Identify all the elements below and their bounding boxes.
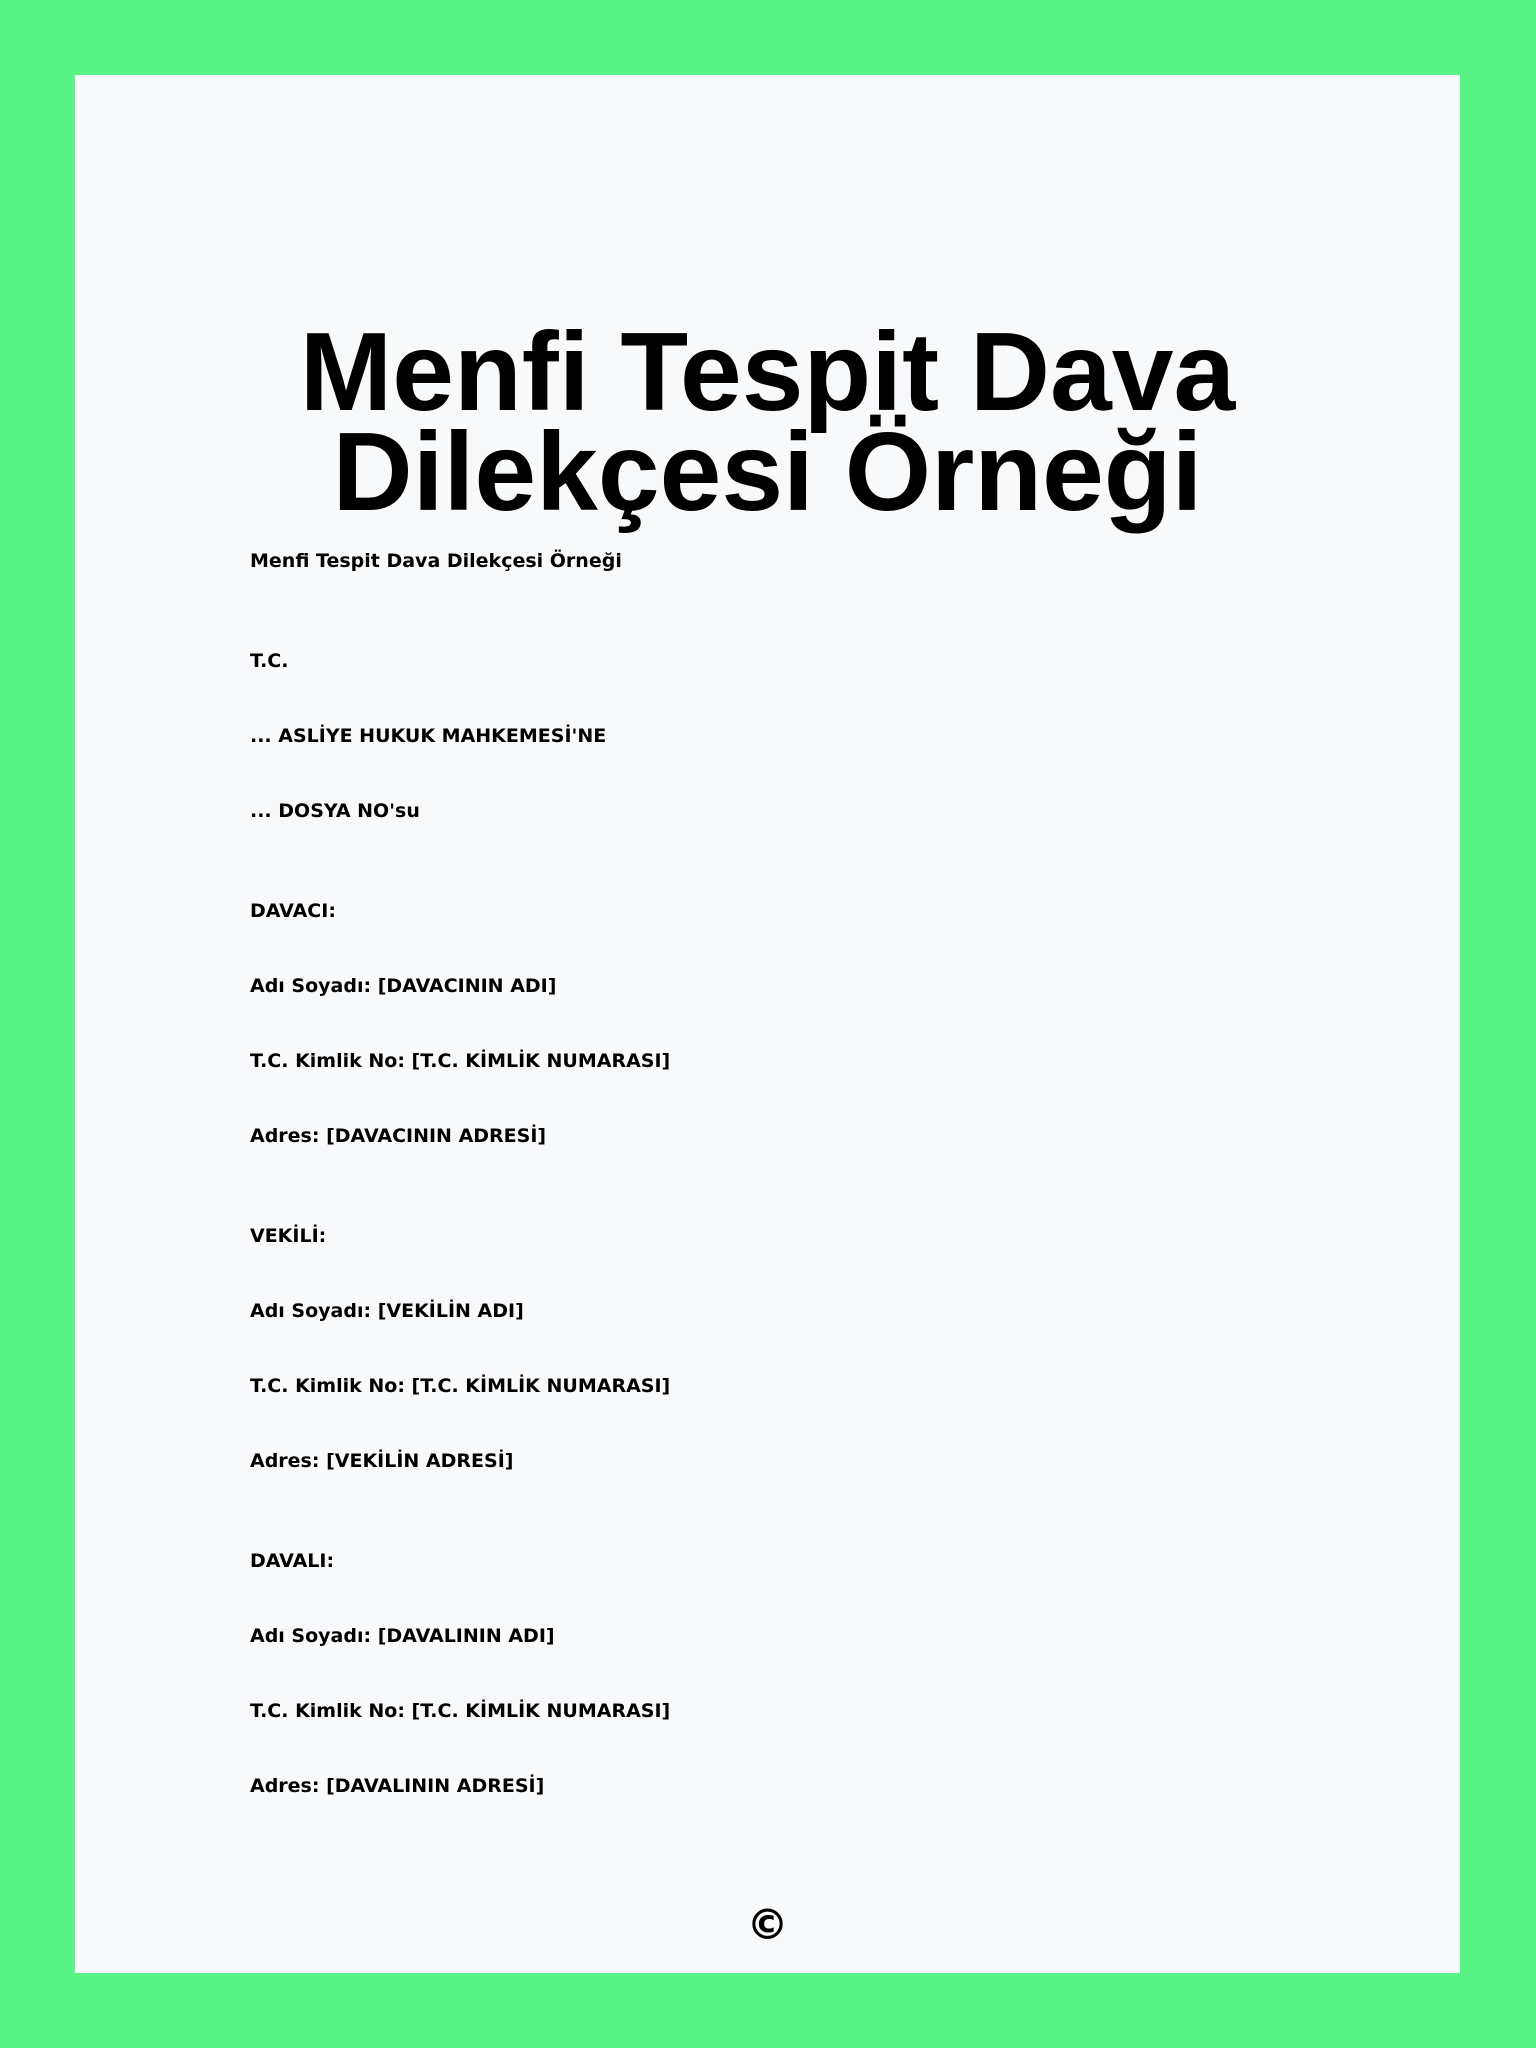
document-page (75, 75, 1460, 1973)
attorney-address: Adres: [VEKİLİN ADRESİ] (250, 1450, 514, 1472)
defendant-id-number: T.C. Kimlik No: [T.C. KİMLİK NUMARASI] (250, 1700, 671, 1722)
plaintiff-id-number: T.C. Kimlik No: [T.C. KİMLİK NUMARASI] (250, 1050, 671, 1072)
attorney-name: Adı Soyadı: [VEKİLİN ADI] (250, 1300, 524, 1322)
plaintiff-heading: DAVACI: (250, 900, 336, 922)
tc-header: T.C. (250, 650, 289, 672)
copyright-icon: © (746, 1900, 789, 1949)
defendant-name: Adı Soyadı: [DAVALININ ADI] (250, 1625, 555, 1647)
defendant-heading: DAVALI: (250, 1550, 335, 1572)
defendant-address: Adres: [DAVALININ ADRESİ] (250, 1775, 545, 1797)
plaintiff-name: Adı Soyadı: [DAVACININ ADI] (250, 975, 557, 997)
attorney-id-number: T.C. Kimlik No: [T.C. KİMLİK NUMARASI] (250, 1375, 671, 1397)
page-title: Menfi Tespit Dava Dilekçesi Örneği (299, 310, 1236, 534)
document-subtitle: Menfi Tespit Dava Dilekçesi Örneği (250, 550, 622, 572)
court-name: ... ASLİYE HUKUK MAHKEMESİ'NE (250, 725, 607, 747)
attorney-heading: VEKİLİ: (250, 1225, 327, 1247)
file-number: ... DOSYA NO'su (250, 800, 420, 822)
plaintiff-address: Adres: [DAVACININ ADRESİ] (250, 1125, 547, 1147)
